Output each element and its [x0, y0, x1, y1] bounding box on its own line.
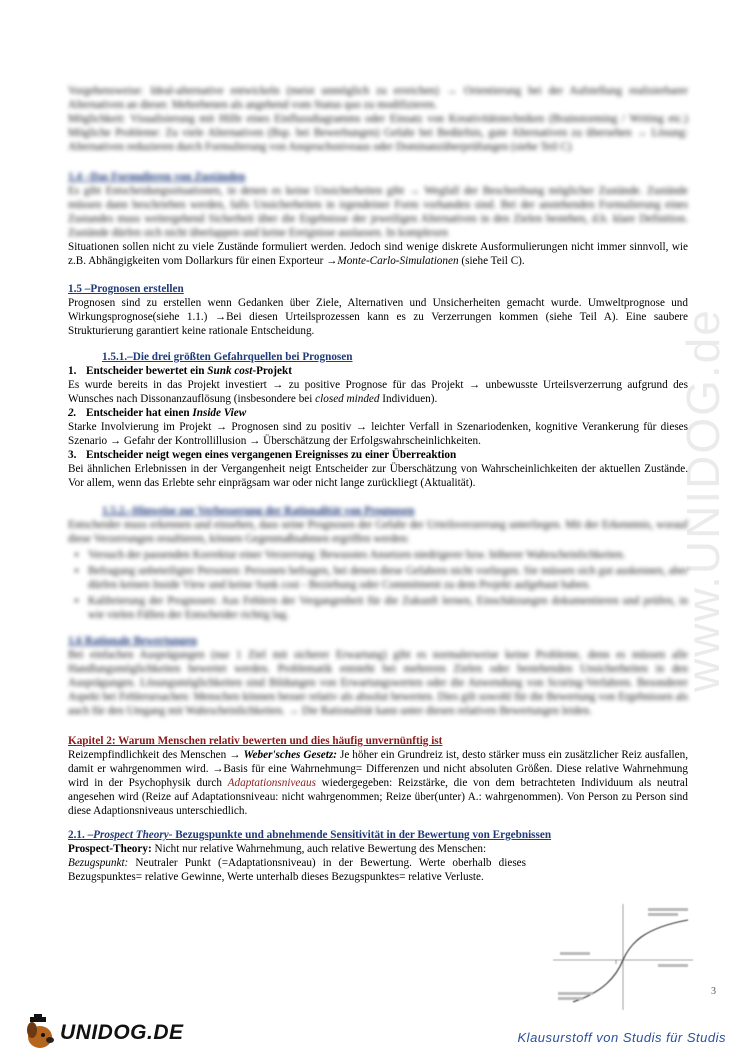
value-function-chart	[548, 902, 698, 1012]
value-curve	[573, 920, 688, 1002]
section-1-5-heading: 1.5 –Prognosen erstellen	[68, 283, 184, 295]
list-text-part: Individuen).	[379, 393, 438, 405]
page-number: 3	[711, 986, 716, 997]
list-item-3-title	[68, 448, 688, 462]
blurred-paragraph: Entscheider muss erkennen und einsehen, dass seine Prognosen der Gefahr der Urteilsverzerrung unterliegen. Mit der Erkenntnis, worauf diese Verzerrungen resultieren, können Gegenmaßnahmen ergriffen werden:	[68, 519, 688, 545]
list-title-part: Entscheider hat einen	[86, 407, 193, 419]
blurred-section-1-6	[68, 634, 688, 718]
reference-point-label: Bezugspunkt:	[68, 857, 129, 869]
list-item: • Kalibrierung der Prognosen: Aus Fehlern der Vergangenheit für die Zukunft lernen, Einschätzungen dokumentieren und prüfen, in wie vielen Fällen der Entscheider richtig lag.	[88, 594, 688, 622]
monte-carlo-term: Monte-Carlo-Simulationen	[337, 255, 459, 267]
chart-label-blob	[558, 992, 593, 995]
section-1-5-2-heading: 1.5.2.–Hinweise zur Verbesserung der Rationalität von Prognosen	[102, 505, 415, 517]
blurred-section-13	[68, 84, 688, 154]
weber-law-term: Weber'sches Gesetz:	[243, 749, 337, 761]
list-item: • Versuch der passenden Korrektur einer Verzerrung: Bewusstes Ansetzen niedrigerer bzw. höherer Wahrscheinlichkeiten.	[88, 548, 688, 562]
footer-tagline: Klausurstoff von Studis für Studis	[517, 1030, 726, 1045]
section-2-1-heading	[68, 828, 688, 842]
section-1-5-text: Prognosen sind zu erstellen wenn Gedanken über Ziele, Alternativen und Unsicherheiten gemacht wurde. Umweltprognose und Wirkungsprognose(siehe 1.1.) →Bei diesen Urteilsprozessen kann es zu Verzerrungen kommen (siehe Teil A). Eine saubere Strukturierung garantiert keine rationale Entscheidung.	[68, 297, 688, 337]
blurred-bullet-list	[68, 548, 688, 622]
prospect-theory-label: Prospect-Theory:	[68, 843, 152, 855]
list-item-1-title	[68, 364, 688, 378]
chart-label-blob	[648, 908, 688, 911]
list-title-part: Entscheider bewertet ein	[86, 365, 208, 377]
list-item: • Befragung unbeteiligter Personen: Personen befragen, bei denen diese Gefahren nicht vorliegen. Sie müssen sich gut auskennen, aber dürfen keinen Inside View und keine Sunk cost - Beziehung oder Commitment zu dem Projekt aufgebaut haben.	[88, 564, 688, 592]
chapter-text-part: wiedergegeben: Reizstärke, die von dem betrachteten Individuum als neutral angesehen wird (Reize auf Adaptationsniveau: nicht wahrgenommen; Reize über(unter) A.: wahrgenommen). Von Person zu Person sind diese Adaptionsniveaus unterschiedlich.	[68, 777, 688, 817]
list-number: 1.	[68, 365, 77, 377]
sunk-cost-term: Sunk cost	[207, 365, 253, 377]
closed-minded-term: closed minded	[315, 393, 380, 405]
list-item-2-title	[68, 406, 688, 420]
chart-label-blob	[558, 997, 583, 1000]
list-item-3-text: Bei ähnlichen Erlebnissen in der Vergangenheit neigt Entscheider zur Überschätzung von Wahrscheinlichkeiten der aktuellen Zustände. Vor allem, wenn das Erlebte sehr einprägsam war oder nicht lange zurückliegt (Aktualität).	[68, 463, 688, 489]
prospect-theory-term: Prospect Theory	[93, 829, 169, 841]
chapter-2-heading: Kapitel 2: Warum Menschen relativ bewerten und dies häufig unvernünftig ist	[68, 735, 443, 747]
blurred-paragraph: Möglichkeit: Visualisierung mit Hilfe eines Einflussdiagramms oder Einsatz von Kreativitätstechniken (Brainstorming / Writing etc.) Mögliche Probleme: Zu viele Alternativen (Bsp. bei Bewerbungen) Gefahr bei Bedürfnis, gute Alternativen zu übersehen → Lösung: Alternativen reduzieren durch Formulierung von Anspruchsniveaus oder Dominanzüberprüfungen (siehe Teil C)	[68, 113, 688, 153]
logo-text: UNIDOG.DE	[60, 1021, 184, 1044]
chart-label-blob	[658, 964, 688, 967]
prospect-line-2	[68, 856, 526, 884]
heading-part: 2.1. –	[68, 829, 94, 841]
list-text-part: Es wurde bereits in das Projekt investiert → zu positive Prognose für das Projekt → unbewusste Urteilsverzerrung aufgrund des Wunsches nach Dissonanzauflösung (insbesondere bei	[68, 379, 688, 405]
prospect-theory-block	[68, 842, 526, 884]
list-title-part: -Projekt	[252, 365, 292, 377]
list-item-1-text	[68, 378, 688, 406]
chapter-text-part: Reizempfindlichkeit des Menschen →	[68, 749, 244, 761]
chart-label-blob	[560, 952, 590, 955]
blurred-section-1-5-2	[68, 504, 688, 622]
blurred-paragraph: Vorgehensweise: Ideal-alternative entwickeln (meist unmöglich zu erreichen) → Orientierung bei der Aufstellung realisierbarer Alternativen an dieser. Mehrebenen als angehend vom Status quo zu modifizieren.	[68, 85, 688, 111]
list-title-part: Entscheider neigt wegen eines vergangenen Ereignisses zu einer Überreaktion	[86, 449, 457, 461]
list-number: 2.	[68, 407, 77, 419]
prospect-text: Nicht nur relative Wahrnehmung, auch relative Bewertung des Menschen:	[151, 843, 487, 855]
chart-label-blob	[648, 913, 678, 916]
list-item-2-text: Starke Involvierung im Projekt → Prognosen sind zu positiv → leichter Verfall in Szenariodenken, kognitive Verankerung für dieses Szenario → Gefahr der Kontrollillusion → Überschätzung der Erfolgswahrscheinlichkeiten.	[68, 421, 688, 447]
inside-view-term: Inside View	[192, 407, 247, 419]
prospect-line-1	[68, 842, 526, 856]
section-1-4-text-tail: (siehe Teil C).	[458, 255, 525, 267]
page-content	[68, 84, 688, 884]
chapter-2-text	[68, 748, 688, 818]
prospect-text: Neutraler Punkt (=Adaptationsniveau) in der Bewertung. Werte oberhalb dieses Bezugspunktes= relative Gewinne, Werte unterhalb dieses Bezugspunktes= relative Verluste.	[68, 857, 526, 883]
adaptation-level-term: Adaptationsniveaus	[227, 777, 316, 789]
section-1-6-heading: 1.6 Rationale Bewertungen	[68, 635, 197, 647]
blurred-paragraph: Bei einfachen Ausprägungen (nur 1 Ziel mit sicherer Erwartung) gibt es normalerweise keine Probleme, denn es müssen alle Handlungsmöglichkeiten bewertet werden. Problematik entsteht bei mehreren Zielen oder bestehenden Unsicherheiten in den Ausprägungen. Lösungsmöglichkeiten sind Bildungen von Erwartungswerten oder die Anwendung von Scoring-Verfahren. Besonderer Aspekt bei Fehlerursachen: Menschen können besser relativ als absolut bewerten. Dies gilt sowohl für die Bewertung von Ergebnissen als auch für den Umgang mit Wahrscheinlichkeiten. → Die Rationalität kann unter diesen relativen Bewertungen leiden.	[68, 649, 688, 717]
section-1-5-1-heading: 1.5.1.–Die drei größten Gefahrquellen bei Prognosen	[102, 351, 353, 363]
heading-part: - Bezugspunkte und abnehmende Sensitivität in der Bewertung von Ergebnissen	[168, 829, 552, 841]
watermark: www.UNIDOG.de	[677, 308, 729, 692]
list-number: 3.	[68, 449, 77, 461]
chapter-text-part: Je höher ein Grundreiz ist, desto stärker muss ein zusätzlicher Reiz ausfallen, damit er wahrgenommen wird. →Basis für eine Wahrnehmung= Differenzen und nicht absoluten Größen. Diese relative Wahrnehmung wird in der Psychophysik durch	[68, 749, 689, 789]
section-1-4-heading: 1.4 –Das Formulieren von Zuständen	[68, 171, 246, 183]
section-1-4-blurred-text: Es gibt Entscheidungssituationen, in denen es keine Unsicherheiten gibt → Wegfall der Beschreibung möglicher Zustände. Zustände müssen dann beschrieben werden, falls Unsicherheiten in irgendeiner Form vorhanden sind. Bei der anstehenden Formulierung eines Zustandes muss weitergehend Sicherheit über die Ergebnisse der jeweiligen Alternativen in den Zielen bestehen, d.h. klare Definition. Zustände dürfen sich nicht überlappen und keine Ereignisse auslassen. In komplexen	[68, 185, 688, 239]
section-1-4-text	[68, 240, 688, 268]
section-1-4-text-main: Situationen sollen nicht zu viele Zustände formuliert werden. Jedoch sind wenige diskrete Ausformulierungen nicht immer sinnvoll, wie z.B. Abhängigkeiten vom Dollarkurs für einen Exporteur →	[68, 241, 688, 267]
